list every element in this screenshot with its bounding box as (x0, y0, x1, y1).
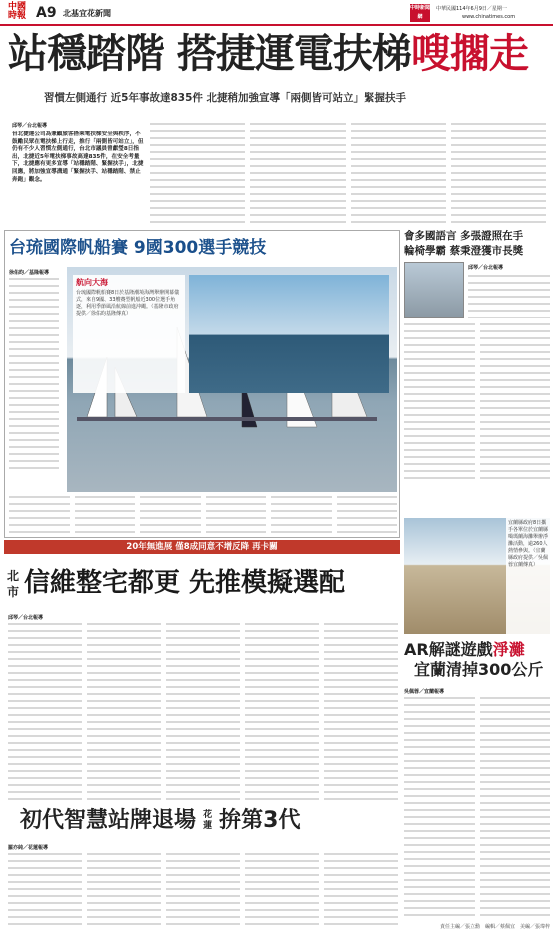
xinyi-story-header (6, 562, 400, 612)
sign-body-col (404, 322, 475, 482)
footer-credits: 責任主編／張立勳 編輯／蔡佩宜 美編／張瑋梓 (439, 924, 550, 930)
sign-portrait-photo (404, 262, 464, 318)
lead-body-col (150, 122, 245, 228)
xinyi-body-col (324, 622, 398, 804)
lead-headline-main: 站穩踏階 搭捷運電扶梯 (8, 31, 411, 77)
xinyi-body-col (87, 622, 161, 804)
issue-date: 中華民國114年6月9日／星期一 (436, 6, 507, 12)
lead-byline: 邱琴／台北報導 (12, 123, 48, 129)
logo-line1: 中國 (7, 2, 26, 12)
bus-body (8, 844, 398, 926)
xinyi-body-col (245, 622, 319, 804)
sail-headline: 台琉國際帆船賽 9國300選手競技 (9, 238, 267, 258)
lead-headline (8, 30, 548, 80)
brand-badge: 中時新聞網 (410, 5, 431, 20)
sign-body-col (468, 274, 550, 318)
sail-photo (67, 267, 397, 492)
bus-cols (8, 852, 398, 926)
bus-body-col (87, 852, 161, 926)
lead-subhead: 習慣左側通行 近5年事故達835件 北捷稍加強宣導「兩側皆可站立」緊握扶手 (44, 92, 407, 104)
sail-body-col (206, 495, 267, 535)
sail-caption: 台琉國際帆船賽8日於基隆潮境海灣舉辦開幕儀式，來自9國、33艘賽型帆船近300位選手角逐，利用季節風沿航線前進沖繩。（基隆市政府提供／徐佑昀基隆傳真） (76, 290, 180, 317)
sign-body-col (480, 322, 551, 482)
bus-tag (202, 810, 214, 832)
lead-headline-accent: 嗖擱走 (410, 31, 528, 77)
sail-body-col (9, 495, 70, 535)
lead-body-col (451, 122, 546, 228)
sail-body-col (271, 495, 332, 535)
lead-body (150, 122, 546, 228)
sail-byline: 徐佑昀／基隆報導 (9, 270, 50, 276)
xinyi-body-col (8, 622, 82, 804)
bus-byline: 羅亦純／花蓮報導 (8, 845, 49, 851)
bus-body-col (8, 852, 82, 926)
header-rule (0, 24, 553, 26)
sign-subhead: 輪椅學霸 蔡秉澄獲市長獎 (404, 245, 524, 257)
ar-body-col (480, 696, 551, 918)
ar-byline: 吳佩蓉／宜蘭報導 (404, 689, 445, 695)
sail-body-col (337, 495, 398, 535)
sign-body (404, 322, 550, 482)
bus-tag-line1: 花 (203, 810, 213, 820)
bus-body-col (324, 852, 398, 926)
logo-line2: 時報 (7, 11, 26, 21)
sign-story (404, 230, 550, 530)
banner-strip: 20年無進展 僅8成同意不增反降 再卡關 (4, 540, 400, 554)
beach-photo (404, 518, 550, 634)
ar-story-header (404, 640, 550, 684)
sign-byline: 邱琴／台北報導 (468, 265, 504, 271)
sail-story (4, 230, 400, 538)
sail-body-bottom (9, 495, 397, 535)
xinyi-body-col (166, 622, 240, 804)
sail-body-col (75, 495, 136, 535)
sail-body-col (9, 277, 59, 473)
ar-headline (404, 640, 550, 660)
site-url[interactable]: www.chinatimes.com (462, 14, 516, 20)
xinyi-body (8, 614, 398, 804)
masthead-logo (4, 3, 30, 23)
ar-headline-accent: 淨灘 (492, 640, 525, 659)
lead-body-col (351, 122, 446, 228)
lead-body-col (250, 122, 345, 228)
xinyi-headline: 信維整宅都更 先推模擬選配 (24, 568, 346, 598)
page-number: A9 (36, 5, 57, 21)
sail-body-col (140, 495, 201, 535)
ar-cols (404, 696, 550, 918)
sail-inset-photo (189, 275, 389, 393)
ar-subhead: 宜蘭清掉300公斤 (414, 660, 544, 679)
bus-headline-tail: 拚第3代 (219, 808, 301, 833)
sign-headline: 會多國語言 多張證照在手 (404, 230, 524, 242)
bus-body-col (166, 852, 240, 926)
section-title: 北基宜花新聞 (63, 9, 111, 18)
ar-headline-main: AR解謎遊戲 (404, 640, 493, 659)
bus-headline: 初代智慧站牌退場 (20, 808, 197, 833)
sail-caption-title: 航向大海 (76, 278, 108, 287)
lead-intro-block (12, 122, 144, 228)
xinyi-tag (6, 568, 20, 604)
ar-body (404, 688, 550, 918)
xinyi-tag-line2: 市 (6, 585, 19, 599)
ar-body-col (404, 696, 475, 918)
bus-tag-line2: 蓮 (203, 821, 213, 831)
xinyi-byline: 邱琴／台北報導 (8, 615, 44, 621)
lead-intro: 台北捷運公司為兼顧旅客搭乘電扶梯安全與秩序，不鼓勵民眾在電扶梯上行走，推行「兩側皆可站立」，但仍有不少人習慣左側通行，台北市議員曾獻瑩8日指出，北捷近5年電扶梯事故高達835件，在安全考量下，北捷應有更多宣導「站穩踏階、緊握扶手」，北捷回應，將加強宣導溝通「緊握扶手、站穩踏階、禁止奔跑」觀念。 (12, 131, 144, 183)
beach-caption: 宜蘭縣政府8日攜手各單位於宜蘭縣噶瑪蘭海灘舉辦淨灘活動，逾260人熱情參與。（宜蘭縣政府提供／吳佩蓉宜蘭傳真） (506, 518, 550, 634)
xinyi-cols (8, 622, 398, 804)
sail-caption-box (73, 275, 185, 393)
bus-body-col (245, 852, 319, 926)
bus-story-header (20, 806, 400, 840)
xinyi-tag-line1: 北 (6, 569, 19, 583)
